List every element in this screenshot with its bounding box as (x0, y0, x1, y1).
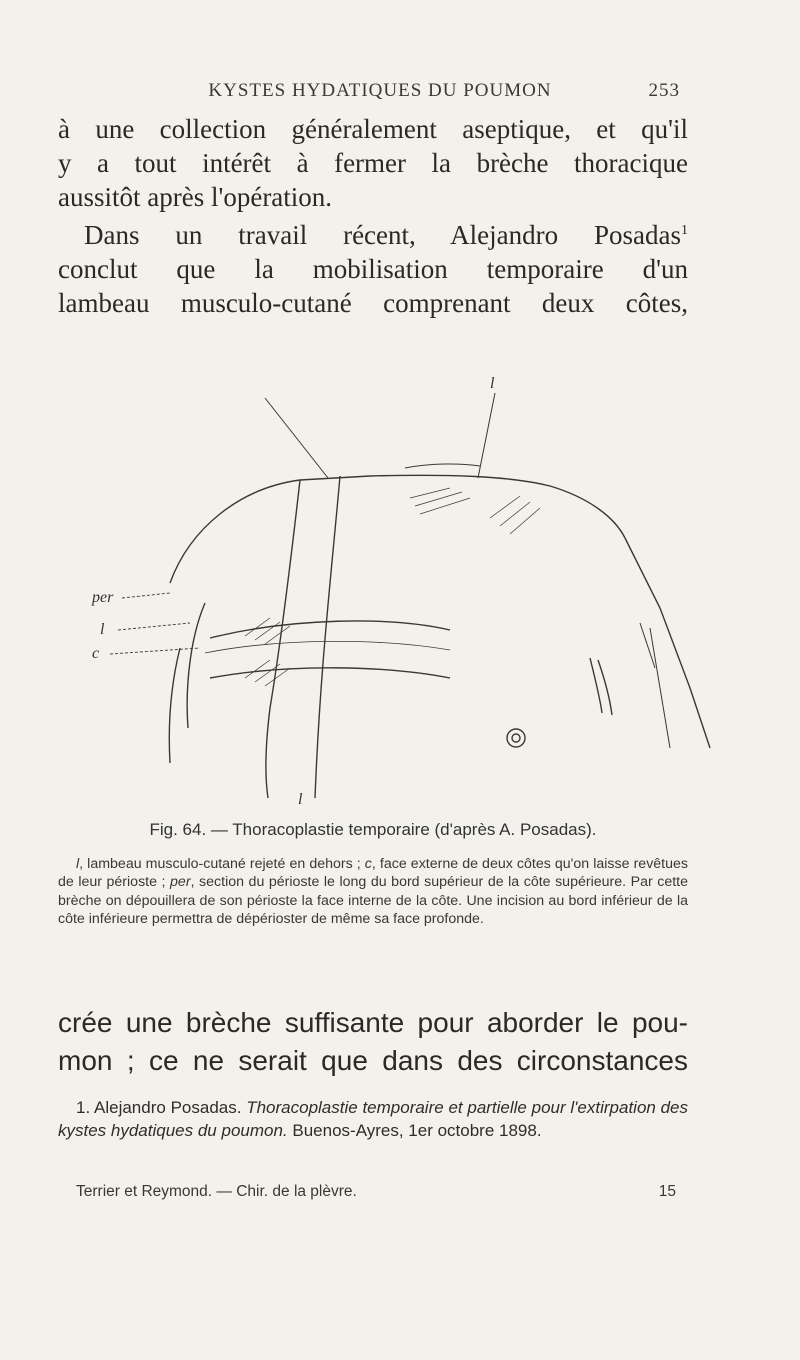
footnote (58, 1096, 688, 1142)
footnote-number: 1. (76, 1098, 91, 1117)
paragraph-2 (58, 1004, 688, 1080)
para2-line2: mon ; ce ne serait que dans des circonstances (58, 1045, 688, 1076)
caption-c: c (364, 856, 372, 872)
footnote-author: Alejandro Posadas. (94, 1098, 242, 1117)
left-side-outline (169, 648, 180, 763)
illustration-drawing (110, 393, 710, 798)
figure-caption-title: Fig. 64. — Thoracoplastie temporaire (d'après A. Posadas). (149, 820, 597, 839)
rib-lower (210, 668, 450, 678)
signature-authors: Terrier et Reymond. — Chir. de la plèvre. (76, 1183, 357, 1200)
footnote-place-date: Buenos-Ayres, 1er octobre 1898. (292, 1121, 542, 1140)
caption-part1: , lambeau musculo-cutané rejeté en dehors ; (79, 856, 365, 872)
para2-line1: crée une brèche suffisante pour aborder le pou- (58, 1007, 688, 1038)
para1-line1: à une collection généralement aseptique, et qu'il (58, 114, 688, 144)
nipple (507, 729, 525, 747)
right-side-outline (625, 538, 710, 748)
caption-l: l (76, 856, 80, 872)
muscle-hatching (245, 488, 540, 686)
figure-label-l-left: l (100, 621, 105, 638)
para1-line5: conclut que la mobilisation temporaire d'un (58, 254, 688, 284)
para1-line3: aussitôt après l'opération. (58, 182, 333, 212)
caption-part2: , face externe de deux côtes qu'on laisse revêtues de leur périoste ; (58, 856, 688, 891)
figure-label-l-bottom: l (298, 791, 303, 808)
flap-outline (266, 480, 300, 798)
figure-label-c: c (92, 645, 100, 662)
footnote-title: Thoracoplastie temporaire et partielle pour l'extirpation des kystes hydatiques du poumon. (58, 1098, 688, 1140)
caption-per: per (170, 874, 191, 891)
thoracoplasty-illustration (70, 368, 730, 808)
caption-part3: , section du périoste le long du bord supérieur de la côte supérieure. Par cette brèche on dépouillera de son périoste la face interne de la côte. Une incision au bord inférieur de la côte inférieure permettra de dépérioster de même sa face profonde. (58, 874, 688, 928)
body-outline (170, 475, 625, 583)
running-title: KYSTES HYDATIQUES DU POUMON (208, 80, 552, 101)
paragraph-1 (58, 112, 688, 320)
printer-signature (76, 1183, 676, 1201)
footnote-mark: 1 (681, 223, 688, 238)
signature-sheet-number: 15 (658, 1183, 676, 1200)
para1-line4: Dans un travail récent, Alejandro Posadas (84, 220, 681, 250)
page-number: 253 (648, 80, 680, 101)
para1-line2: y a tout intérêt à fermer la brèche thoracique (58, 148, 688, 178)
figure-label-l-top: l (490, 375, 495, 392)
figure-caption-text (58, 855, 688, 929)
figure-label-per: per (92, 589, 114, 606)
para1-line6: lambeau musculo-cutané comprenant deux côtes, (58, 288, 688, 318)
